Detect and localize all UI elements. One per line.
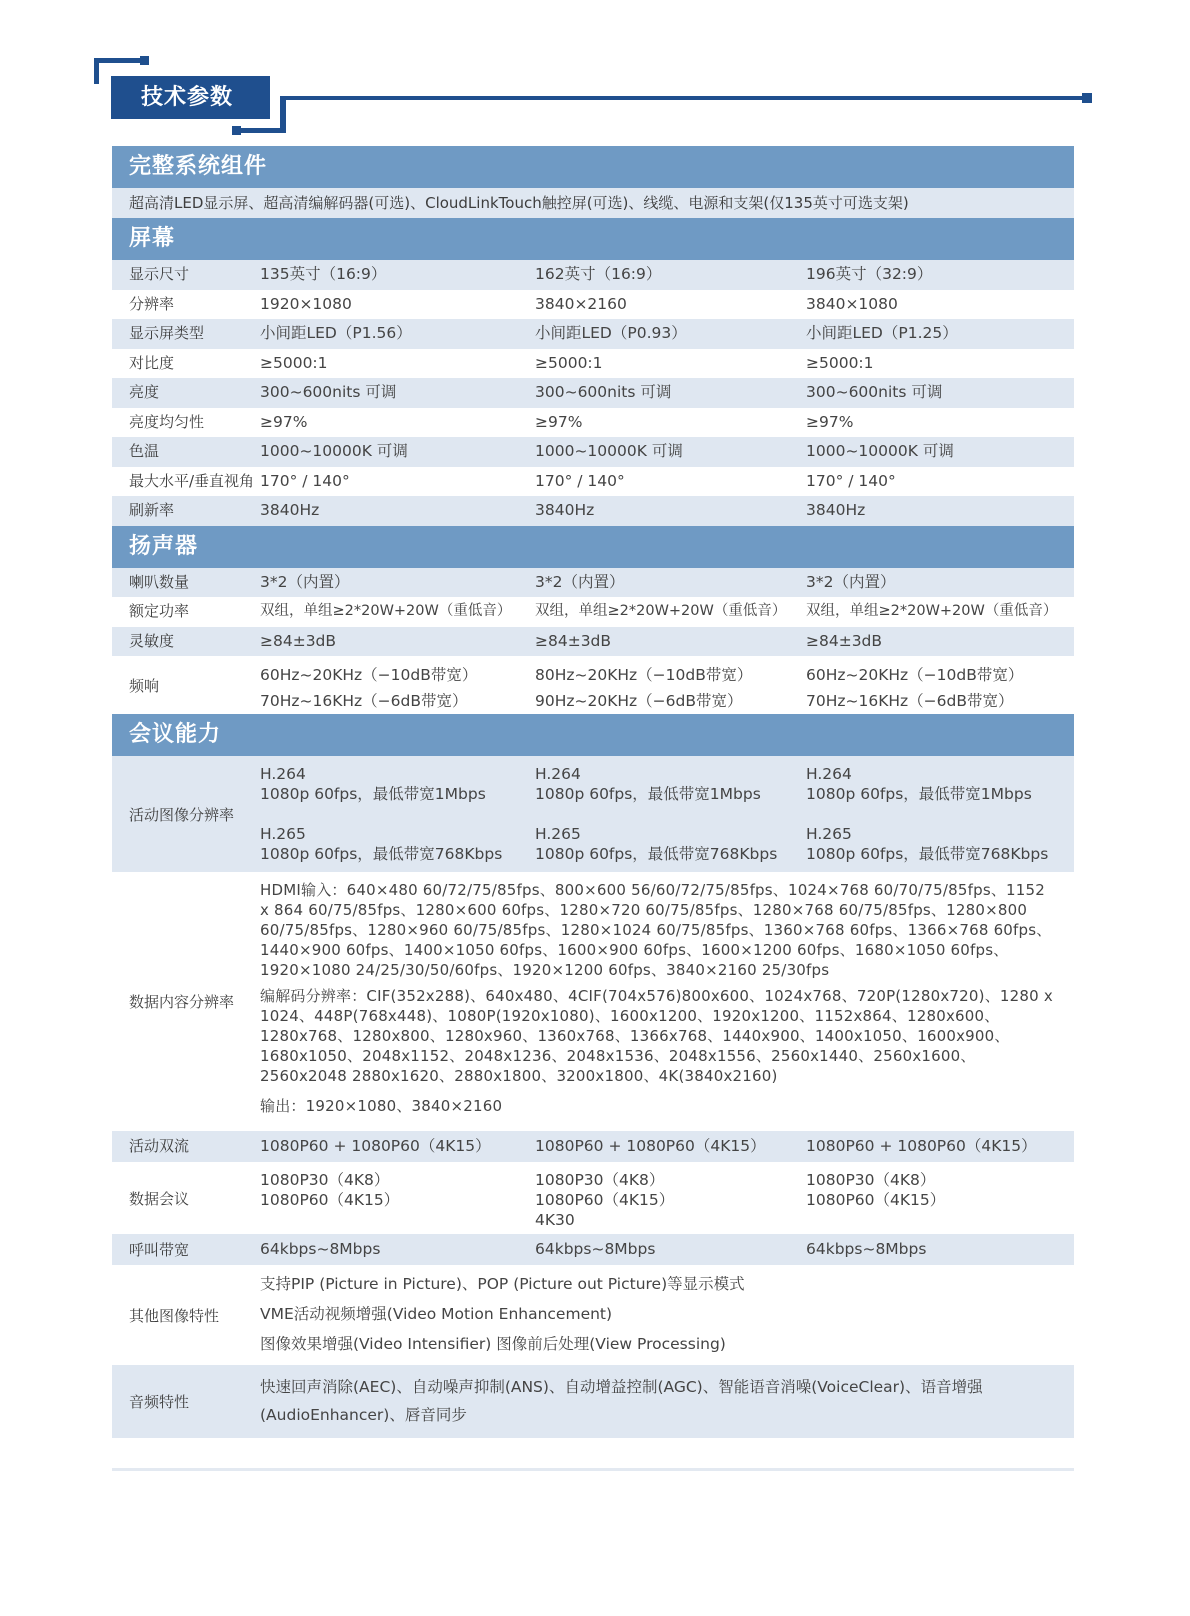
cell-text: H.265 [260, 825, 306, 843]
cell-135: 1080P60 + 1080P60（4K15） [260, 1137, 491, 1155]
table-row [112, 1162, 1074, 1234]
cell-196: 3840Hz [806, 501, 866, 519]
cell-196: 双组，单组≥2*20W+20W（重低音） [806, 603, 1058, 619]
table-row [112, 1265, 1074, 1365]
row-label: 活动图像分辨率 [129, 805, 235, 824]
cell-135: ≥5000:1 [260, 353, 328, 372]
cell-text: 60Hz~20KHz（−10dB带宽） [806, 666, 1024, 684]
hdmi-input-resolutions: HDMI输入：640×480 60/72/75/85fps、800×600 56/60/72/75/85fps、1024×768 60/70/75/85fps、1152 x 864 60/75/85fps、1280×600 60fps、1280×720 60/75/85fps、1280×768 60/75/85fps、1280×800 60/75/85fps、1280×960 60/75/85fps、1280×1024 60/75/85fps、1360×768 60fps、1366×768 60fps、1440×900 60fps、1400×1050 60fps、1600×900 60fps、1600×1200 60fps、1680×1050 60fps、1920×1080 24/25/30/50/60fps、1920×1200 60fps、3840×2160 25/30fps [260, 881, 1052, 979]
row-label: 频响 [129, 676, 160, 695]
table-row [112, 656, 1074, 714]
cell-135: 小间距LED（P1.56） [260, 324, 412, 342]
cell-text: H.264 [260, 765, 306, 783]
cell-text: 90Hz~20KHz（−6dB带宽） [535, 692, 743, 710]
table-row [112, 408, 1074, 438]
cell-text: 1080p 60fps，最低带宽768Kbps [260, 845, 503, 863]
header-decor-dot [1082, 93, 1092, 103]
cell-135: 300~600nits 可调 [260, 383, 397, 401]
cell-196: 300~600nits 可调 [806, 383, 943, 401]
cell-196: 1000~10000K 可调 [806, 442, 954, 460]
cell-135: 135英寸（16:9） [260, 265, 387, 283]
cell-text: 1080P30（4K8） [535, 1171, 665, 1189]
cell-196: 3840×1080 [806, 294, 898, 313]
row-label: 亮度均匀性 [129, 412, 205, 431]
cell-135: ≥97% [260, 412, 308, 431]
row-label: 刷新率 [129, 501, 175, 519]
cell-text: 1080P60（4K15） [806, 1191, 946, 1209]
header-decor-line [94, 58, 99, 84]
cell-135: 双组，单组≥2*20W+20W（重低音） [260, 603, 512, 619]
cell-text: 1080p 60fps，最低带宽1Mbps [260, 785, 486, 803]
row-label: 色温 [129, 442, 160, 460]
cell-196: 3*2（内置） [806, 572, 896, 591]
cell-196: 196英寸（32:9） [806, 265, 933, 283]
cell-162: 3*2（内置） [535, 572, 625, 591]
row-label: 音频特性 [129, 1393, 190, 1411]
divider [112, 1468, 1074, 1471]
table-row [112, 290, 1074, 320]
cell-text: (AudioEnhancer)、唇音同步 [260, 1406, 467, 1424]
table-row [112, 1365, 1074, 1438]
cell-text: H.264 [535, 765, 581, 783]
row-label: 显示尺寸 [129, 265, 190, 283]
table-row [112, 627, 1074, 657]
row-label: 其他图像特性 [129, 1306, 220, 1325]
cell-162: 双组，单组≥2*20W+20W（重低音） [535, 603, 787, 619]
row-label: 显示屏类型 [129, 324, 205, 342]
table-row [112, 260, 1074, 290]
table-row [112, 1131, 1074, 1162]
cell-text: 1080P60（4K15） [535, 1191, 675, 1209]
cell-135: 1920×1080 [260, 294, 352, 313]
cell-162: ≥5000:1 [535, 353, 603, 372]
row-label: 对比度 [129, 353, 175, 372]
cell-162: 小间距LED（P0.93） [535, 324, 687, 342]
row-label: 亮度 [129, 383, 160, 401]
cell-text: 1080P30（4K8） [806, 1171, 936, 1189]
row-label: 数据会议 [129, 1189, 190, 1208]
cell-162: ≥97% [535, 412, 583, 431]
row-label: 呼叫带宽 [129, 1241, 190, 1259]
cell-text: 1080p 60fps，最低带宽1Mbps [806, 785, 1032, 803]
row-label: 灵敏度 [129, 631, 175, 650]
section-title-conference: 会议能力 [112, 714, 1074, 756]
header-decor-line [94, 58, 144, 63]
cell-text: 1080P30（4K8） [260, 1171, 390, 1189]
header-decor-line [280, 96, 1086, 100]
cell-text: 快速回声消除(AEC)、自动噪声抑制(ANS)、自动增益控制(AGC)、智能语音消噪(VoiceClear)、语音增强 [260, 1378, 983, 1396]
table-row [112, 437, 1074, 467]
cell-135: 170° / 140° [260, 471, 350, 490]
table-row [112, 568, 1074, 598]
cell-text: H.265 [535, 825, 581, 843]
cell-162: 1000~10000K 可调 [535, 442, 683, 460]
cell-135: ≥84±3dB [260, 631, 337, 650]
cell-text: 4K30 [535, 1211, 575, 1229]
table-row [112, 378, 1074, 408]
header-decor-dot [232, 126, 241, 135]
row-label: 喇叭数量 [129, 572, 190, 591]
cell-text: 60Hz~20KHz（−10dB带宽） [260, 666, 478, 684]
cell-text: 1080p 60fps，最低带宽1Mbps [535, 785, 761, 803]
cell-196: ≥5000:1 [806, 353, 874, 372]
cell-135: 1000~10000K 可调 [260, 442, 408, 460]
cell-text: H.264 [806, 765, 852, 783]
cell-text: 1080p 60fps，最低带宽768Kbps [535, 845, 778, 863]
table-row [112, 467, 1074, 497]
page-title: 技术参数 [111, 76, 270, 119]
table-row [112, 756, 1074, 872]
cell-196: ≥97% [806, 412, 854, 431]
cell-text: VME活动视频增强(Video Motion Enhancement) [260, 1305, 613, 1323]
cell-135: 3840Hz [260, 501, 320, 519]
row-label: 分辨率 [129, 294, 175, 313]
codec-resolutions: 编解码分辨率：CIF(352x288)、640x480、4CIF(704x576)800x600、1024x768、720P(1280x720)、1280 x 1024、448P(768x448)、1080P(1920x1080)、1600x1200、1920x1200、1152x864、1280x600、1280x768、1280x800、1280x960、1360x768、1366x768、1440x900、1400x1050、1600x900、1680x1050、2048x1152、2048x1236、2048x1536、2048x1556、2560x1440、2560x1600、2560x2048 2880x1620、2880x1800、3200x1800、4K(3840x2160) [260, 987, 1053, 1085]
row-label: 数据内容分辨率 [129, 993, 235, 1011]
cell-196: 1080P60 + 1080P60（4K15） [806, 1137, 1037, 1155]
table-row [112, 319, 1074, 349]
cell-162: 3840×2160 [535, 294, 627, 313]
cell-text: 支持PIP (Picture in Picture)、POP (Picture out Picture)等显示模式 [260, 1275, 745, 1293]
cell-text: 70Hz~16KHz（−6dB带宽） [806, 692, 1014, 710]
cell-text: 1080p 60fps，最低带宽768Kbps [806, 845, 1049, 863]
header-decor-line [236, 128, 286, 133]
cell-196: 64kbps~8Mbps [806, 1240, 927, 1258]
row-label: 额定功率 [129, 602, 190, 620]
table-row [112, 1234, 1074, 1265]
table-row [112, 872, 1074, 1131]
table-row [112, 597, 1074, 627]
cell-text: 1080P60（4K15） [260, 1191, 400, 1209]
system-components-text: 超高清LED显示屏、超高清编解码器(可选)、CloudLinkTouch触控屏(可选)、线缆、电源和支架(仅135英寸可选支架) [112, 188, 1074, 218]
row-label: 最大水平/垂直视角 [129, 471, 255, 490]
header-decor-dot [140, 56, 149, 65]
cell-196: ≥84±3dB [806, 631, 883, 650]
section-title-speaker: 扬声器 [112, 526, 1074, 568]
cell-text: 图像效果增强(Video Intensifier) 图像前后处理(View Processing) [260, 1335, 726, 1353]
cell-162: 3840Hz [535, 501, 595, 519]
cell-135: 64kbps~8Mbps [260, 1240, 381, 1258]
cell-162: 300~600nits 可调 [535, 383, 672, 401]
cell-162: 64kbps~8Mbps [535, 1240, 656, 1258]
cell-162: 1080P60 + 1080P60（4K15） [535, 1137, 766, 1155]
cell-196: 小间距LED（P1.25） [806, 324, 958, 342]
cell-text: H.265 [806, 825, 852, 843]
section-title-screen: 屏幕 [112, 218, 1074, 260]
row-label: 活动双流 [129, 1136, 190, 1155]
cell-162: 162英寸（16:9） [535, 265, 662, 283]
output-resolutions: 输出：1920×1080、3840×2160 [260, 1097, 503, 1115]
cell-text: 80Hz~20KHz（−10dB带宽） [535, 666, 753, 684]
cell-text: 70Hz~16KHz（−6dB带宽） [260, 692, 468, 710]
table-row [112, 349, 1074, 379]
cell-196: 170° / 140° [806, 471, 896, 490]
spec-table [112, 146, 1074, 1438]
section-title-system: 完整系统组件 [112, 146, 1074, 188]
cell-162: 170° / 140° [535, 471, 625, 490]
cell-135: 3*2（内置） [260, 572, 350, 591]
table-row [112, 496, 1074, 526]
cell-162: ≥84±3dB [535, 631, 612, 650]
